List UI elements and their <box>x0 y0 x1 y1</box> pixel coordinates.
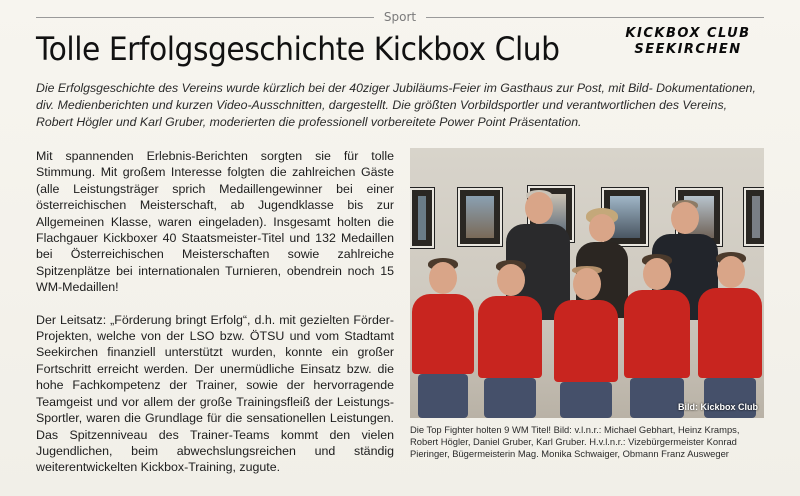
logo-line-1: KICKBOX CLUB <box>625 26 751 41</box>
wall-picture-1 <box>410 188 434 248</box>
section-label: Sport <box>383 10 417 24</box>
fighter-4 <box>620 254 694 418</box>
article-lead: Die Erfolgsgeschichte des Vereins wurde kürzlich bei der 40ziger Jubiläums-Feier im Gasthaus zur Post, mit Bild- Dokumentationen, div. Medienberichten und kurzen Video-Ausschnitten, dargestellt. Die größten Vorbildsportler und verantwortlichen des Vereins, Robert Högler und Karl Gruber, moderierten die professionell vorbereitete Power Point Präsentation. <box>36 81 756 129</box>
section-rule-left <box>36 17 374 18</box>
photo-credit: Bild: Kickbox Club <box>677 402 758 412</box>
team-photo <box>410 148 764 418</box>
photo-caption: Die Top Fighter holten 9 WM Titel! Bild: v.l.n.r.: Michael Gebhart, Heinz Kramps, Robert Högler, Daniel Gruber, Karl Gruber. H.v.l.n.r.: Vizebürgermeister Konrad Pieringer, Bügermeisterin Mag. Monika Schwaiger, Obmann Franz Ausweger <box>410 424 740 459</box>
body-paragraph-1: Mit spannenden Erlebnis-Berichten sorgten sie für tolle Stimmung. Mit großem Interesse folgten die zahlreichen Gäste (alle Leistungsträger sprich Medaillengewinner bei einer österreichischen Meisterschaft, ab Jugendklasse bis zur Allgemeinen Klasse, waren eingeladen). Insgesamt holten die Flachgauer Kickboxer 40 Staatsmeister-Titel und 132 Medaillen bei Österreichischen Meisterschaften sowie zahlreiche Spitzenplätze bei internationalen Turnieren, obendrein noch 15 WM-Medaillen! <box>36 149 394 295</box>
body-paragraph-2: Der Leitsatz: „Förderung bringt Erfolg“, d.h. mit gezielten Förder-Projekten, welche von der LSO bzw. ÖTSU und vom Stadtamt Seekirchen finanziell unterstützt wurden, konnte ein großer Fortschritt erreicht werden. Der unermüdliche Einsatz bzw. die hohe Fachkompetenz der Trainer, sowie der hervorragende Teamgeist und vor allem der große Trainingsfleiß der Leistungs-Sportler, waren die Grundlage für die sensationellen Leistungen. Das Spitzenniveau des Trainer-Teams kommt den vielen Jugendlichen, beim abwechslungsreichen und ständig weiterentwickelten Kickbox-Training, zugute. <box>36 312 394 475</box>
fighter-1 <box>410 258 476 418</box>
fighter-5 <box>696 252 764 418</box>
article-headline: Tolle Erfolgsgeschichte Kickbox Club <box>36 30 560 68</box>
wall-picture-2 <box>458 188 502 246</box>
kickbox-club-logo <box>622 26 754 58</box>
article-body <box>36 148 394 492</box>
wall-picture-6 <box>744 188 764 246</box>
section-rule-right <box>426 17 764 18</box>
fighter-2 <box>474 260 546 418</box>
fighter-3 <box>550 266 622 418</box>
section-header <box>36 8 764 26</box>
logo-line-2: SEEKIRCHEN <box>634 42 742 57</box>
